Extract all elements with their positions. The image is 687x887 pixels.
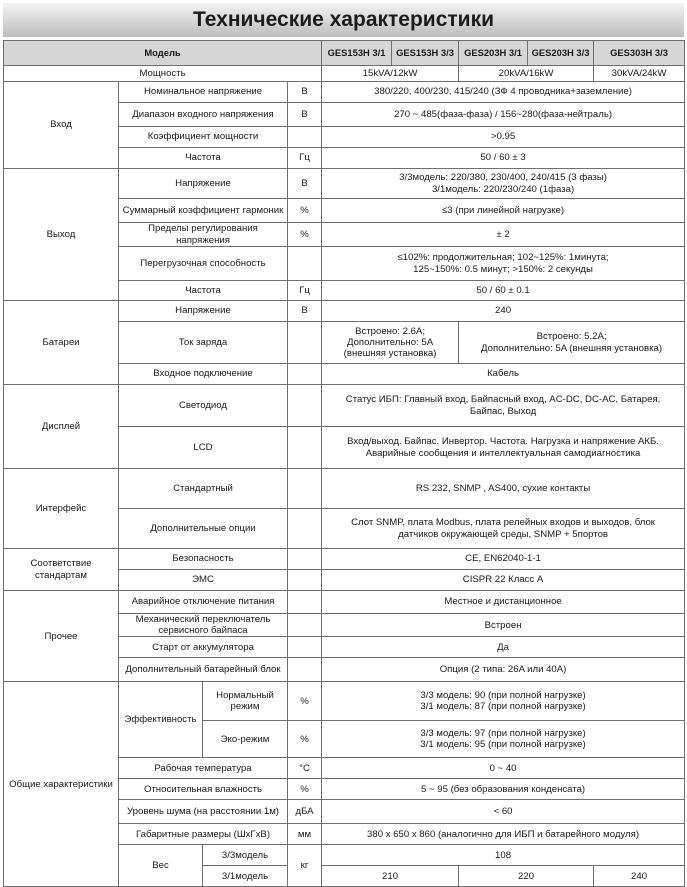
value-line: 3/3 модель: 97 (при полной нагрузке) [420, 728, 586, 740]
group-interface: Интерфейс [4, 469, 119, 549]
table-header-row [4, 41, 685, 66]
row-label: Безопасность [119, 549, 288, 570]
row-value: 380/220, 400/230, 415/240 (ЗФ 4 проводника+заземление) [322, 82, 685, 103]
model-ges203h-33: GES203H 3/3 [528, 41, 594, 66]
row-value: 270 ~ 485(фаза-фаза) / 156~280(фаза-нейтраль) [322, 103, 685, 127]
weight-20: 220 [459, 866, 594, 887]
value-line: 3/3 модель: 90 (при полной нагрузке) [420, 690, 586, 702]
row-value: Опция (2 типа: 26A или 40A) [322, 658, 685, 682]
value-line: ≤102%: продолжительная; 102~125%: 1минута; [397, 252, 609, 264]
row-value: 50 / 60 ± 3 [322, 148, 685, 169]
row-label: Частота [119, 281, 288, 301]
row-unit [288, 127, 322, 148]
group-general: Общие характеристики [4, 682, 119, 887]
group-other: Прочее [4, 591, 119, 682]
row-label: 3/3модель [203, 845, 288, 866]
row-value: 108 [322, 845, 685, 866]
row-unit [288, 614, 322, 637]
row-value [322, 169, 685, 199]
row-unit [288, 509, 322, 549]
row-label: Аварийное отключение питания [119, 591, 288, 614]
value-line: (внешняя установка) [343, 348, 437, 360]
row-label: Дополнительные опции [119, 509, 288, 549]
row-value [322, 509, 685, 549]
power-20: 20kVA/16kW [459, 66, 594, 82]
page-title: Технические характеристики [3, 3, 684, 37]
row-unit: кг [288, 845, 322, 887]
row-value: RS 232, SNMP , AS400, сухие контакты [322, 469, 685, 509]
table-row [4, 385, 685, 427]
row-label: Ток заряда [119, 322, 288, 364]
row-unit: дБА [288, 800, 322, 824]
row-value: 50 / 60 ± 0.1 [322, 281, 685, 301]
row-unit [288, 469, 322, 509]
row-label: Номинальное напряжение [119, 82, 288, 103]
model-ges303h-33: GES303H 3/3 [594, 41, 685, 66]
table-row [4, 591, 685, 614]
row-unit [288, 591, 322, 614]
row-label: Суммарный коэффициент гармоник [119, 199, 288, 223]
charge-value-15 [322, 322, 459, 364]
row-unit: Гц [288, 148, 322, 169]
row-unit: °C [288, 758, 322, 779]
value-line: Вход/выход. Байпас. Инвертор. Частота. Нагрузка и напряжение АКБ. [347, 436, 659, 448]
row-value: >0.95 [322, 127, 685, 148]
row-unit: % [288, 223, 322, 247]
row-label: Старт от аккумулятора [119, 637, 288, 658]
model-ges153h-31: GES153H 3/1 [322, 41, 392, 66]
row-unit [288, 364, 322, 385]
row-unit: % [288, 199, 322, 223]
table-row [4, 66, 685, 82]
row-unit [288, 637, 322, 658]
row-label: Эко-режим [203, 721, 288, 758]
row-unit [288, 549, 322, 570]
row-label: Нормальный режим [203, 682, 288, 721]
value-line: датчиков окружающей среды, SNMP + 5портов [398, 528, 608, 540]
row-unit: % [288, 721, 322, 758]
value-line: Дополнительно: 5A (внешняя установка) [481, 342, 663, 354]
row-value: ≤3 (при линейной нагрузке) [322, 199, 685, 223]
table-row [4, 169, 685, 199]
model-header: Модель [4, 41, 322, 66]
row-label: Входное подключение [119, 364, 288, 385]
row-value [322, 427, 685, 469]
row-label: Механический переключатель сервисного байпаса [119, 614, 288, 637]
table-row [4, 301, 685, 322]
row-unit: В [288, 301, 322, 322]
row-label: Габаритные размеры (ШхГхВ) [119, 824, 288, 845]
row-label: Напряжение [119, 169, 288, 199]
charge-value-rest [459, 322, 685, 364]
row-value [322, 247, 685, 281]
row-value: CISPR 22 Класс A [322, 570, 685, 591]
value-line: Встроено: 2.6A; [355, 325, 426, 337]
row-value: ± 2 [322, 223, 685, 247]
row-label: Пределы регулирования напряжения [119, 223, 288, 247]
row-label: LCD [119, 427, 288, 469]
table-row [4, 469, 685, 509]
weight-30: 240 [594, 866, 685, 887]
power-15: 15kVA/12kW [322, 66, 459, 82]
row-label: Рабочая температура [119, 758, 288, 779]
row-value: 380 x 650 x 860 (аналогично для ИБП и батарейного модуля) [322, 824, 685, 845]
row-label: Относительная влажность [119, 779, 288, 800]
value-line: Аварийные сообщения и интеллектуальная самодиагностика [365, 447, 641, 459]
row-value: CE, EN62040-1-1 [322, 549, 685, 570]
model-ges203h-31: GES203H 3/1 [459, 41, 528, 66]
row-value [322, 682, 685, 721]
group-display: Дисплей [4, 385, 119, 469]
model-ges153h-33: GES153H 3/3 [392, 41, 459, 66]
row-unit: % [288, 779, 322, 800]
row-label: Диапазон входного напряжения [119, 103, 288, 127]
value-line: 3/1модель: 220/230/240 (1фаза) [431, 183, 575, 195]
row-unit [288, 570, 322, 591]
efficiency-label: Эффективность [119, 682, 203, 758]
weight-label: Вес [119, 845, 203, 887]
row-value: Кабель [322, 364, 685, 385]
table-row [4, 82, 685, 103]
weight-15: 210 [322, 866, 459, 887]
value-line: 125~150%: 0.5 минут; >150%: 2 секунды [413, 263, 593, 275]
value-line: 3/1 модель: 95 (при полной нагрузке) [420, 739, 586, 751]
row-value: Встроен [322, 614, 685, 637]
value-line: 3/3модель: 220/380, 230/400, 240/415 (3 фазы) [399, 172, 607, 184]
row-unit [288, 322, 322, 364]
row-unit [288, 247, 322, 281]
row-unit: Гц [288, 281, 322, 301]
row-unit: % [288, 682, 322, 721]
row-value [322, 721, 685, 758]
row-value: Да [322, 637, 685, 658]
row-unit [288, 427, 322, 469]
spec-table [3, 40, 685, 887]
row-value: 0 ~ 40 [322, 758, 685, 779]
row-label: Перегрузочная способность [119, 247, 288, 281]
row-unit: В [288, 82, 322, 103]
group-standards: Соответствие стандартам [4, 549, 119, 591]
row-unit: мм [288, 824, 322, 845]
value-line: Слот SNMP, плата Modbus, плата релейных входов и выходов, блок [351, 517, 655, 529]
value-line: Байпас, Выход [469, 405, 537, 417]
group-input: Вход [4, 82, 119, 169]
power-30: 30kVA/24kW [594, 66, 685, 82]
value-line: Дополнительно: 5A [346, 336, 434, 348]
row-value: 240 [322, 301, 685, 322]
row-label: Стандартный [119, 469, 288, 509]
table-row [4, 549, 685, 570]
row-label: Частота [119, 148, 288, 169]
row-value [322, 385, 685, 427]
row-label: Коэффициент мощности [119, 127, 288, 148]
row-value: Местное и дистанционное [322, 591, 685, 614]
row-label: ЭМС [119, 570, 288, 591]
row-value: 5 ~ 95 (без образования конденсата) [322, 779, 685, 800]
row-unit [288, 385, 322, 427]
value-line: 3/1 модель: 87 (при полной нагрузке) [420, 701, 586, 713]
row-label: 3/1модель [203, 866, 288, 887]
row-label: Уровень шума (на расстоянии 1м) [119, 800, 288, 824]
value-line: Статус ИБП: Главный вход, Байпасный вход, AC-DC, DC-AC, Батарея, [345, 394, 661, 406]
row-label: Дополнительный батарейный блок [119, 658, 288, 682]
group-output: Выход [4, 169, 119, 301]
row-label: Светодиод [119, 385, 288, 427]
table-row [4, 682, 685, 721]
row-unit [288, 658, 322, 682]
row-unit: В [288, 103, 322, 127]
value-line: Встроено: 5.2A; [536, 331, 607, 343]
row-label: Напряжение [119, 301, 288, 322]
row-unit: В [288, 169, 322, 199]
row-value: < 60 [322, 800, 685, 824]
power-label: Мощность [4, 66, 322, 82]
group-battery: Батареи [4, 301, 119, 385]
